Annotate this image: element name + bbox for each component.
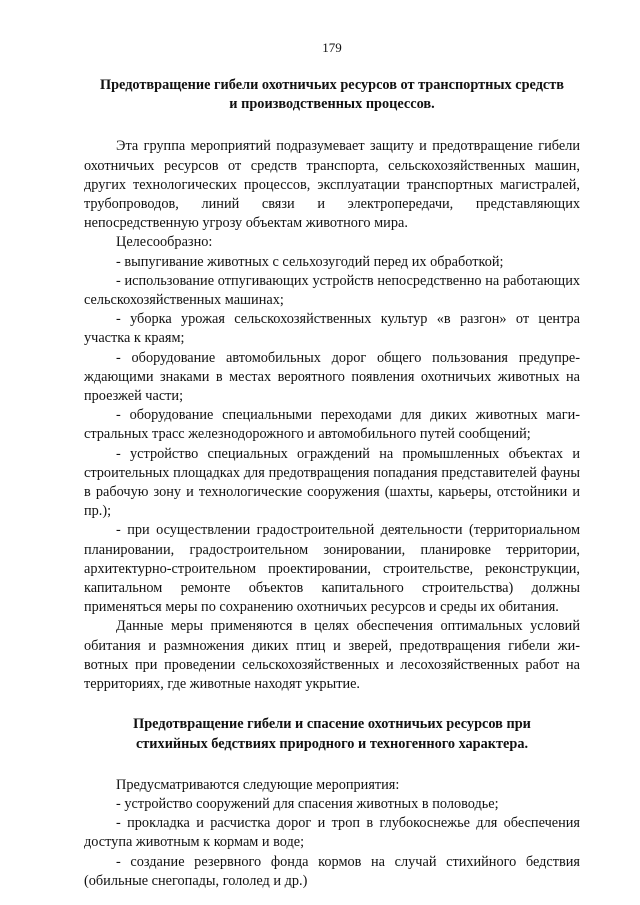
list-item: - оборудование специальными переходами для диких животных магистральных трасс железнодорожного и автомобильного путей сообщений; [84, 407, 580, 443]
section-body-transport [84, 137, 580, 694]
list-item: - устройство специальных ограждений на промышленных объектах и строительных площадках для предотвращения попадания представителей фауны в рабочую зону и технологические сооружения (шахты, карьеры, отстойники и пр.); [84, 445, 580, 520]
list-item: - выпугивание животных с сельхозугодий перед их обработкой; [116, 253, 504, 270]
paragraph: Целесообразно: [116, 234, 213, 251]
list-item: - уборка урожая сельскохозяйственных культур «в разгон» от центра участка к краям; [84, 311, 580, 347]
section-heading-transport [84, 76, 580, 114]
paragraph: Данные меры применяются в целях обеспечения оптимальных условий обитания и размножения диких птиц и зверей, предотвращения гибели животных при проведении сельскохозяйственных и лесохозяйственных работ на территориях, где животные находят укрытие. [84, 618, 580, 693]
heading-line: Предотвращение гибели охотничьих ресурсов от транспортных средств [99, 77, 565, 93]
document-page [84, 40, 580, 891]
list-item: - использование отпугивающих устройств непосредственно на работающих сельскохозяйственных машинах; [84, 272, 580, 309]
list-item: - устройство сооружений для спасения животных в половодье; [116, 795, 499, 812]
section-body-disasters [84, 776, 580, 891]
page-number: 179 [322, 40, 342, 55]
list-item: - прокладка и расчистка дорог и троп в глубокоснежье для обеспечения доступа животным к кормам и воде; [84, 815, 580, 851]
heading-line: и производственных процессов. [229, 96, 435, 113]
heading-line: стихийных бедствиях природного и техногенного характера. [135, 735, 529, 752]
heading-line: Предотвращение гибели и спасение охотничьих ресурсов при [133, 716, 531, 733]
list-item: - при осуществлении градостроительной деятельности (территориальном планировании, градостроительном зонировании, планировке территории, архитектурно-строительном проектировании, строительстве, реконструкции, капитальном ремонте объектов капитального строительства) должны применяться меры по сохранению охотничьих ресурсов и среды их обитания. [84, 522, 580, 616]
list-item: - создание резервного фонда кормов на случай стихийного бедствия (обильные снегопады, гололед и др.) [84, 853, 580, 889]
list-item: - оборудование автомобильных дорог общего пользования предупреждающими знаками в местах вероятного появления охотничьих животных на проезжей части; [84, 349, 580, 405]
paragraph: Эта группа мероприятий подразумевает защиту и предотвращение гибели охотничьих ресурсов от средств транспорта, сельскохозяйственных машин, других технологических процессов, эксплуатации транспортных магистралей, трубопроводов, линий связи и электропередачи, представляющих непосредственную угрозу объектам животного мира. [84, 138, 580, 232]
section-heading-disasters [84, 715, 580, 753]
paragraph: Предусматриваются следующие мероприятия: [116, 776, 400, 793]
